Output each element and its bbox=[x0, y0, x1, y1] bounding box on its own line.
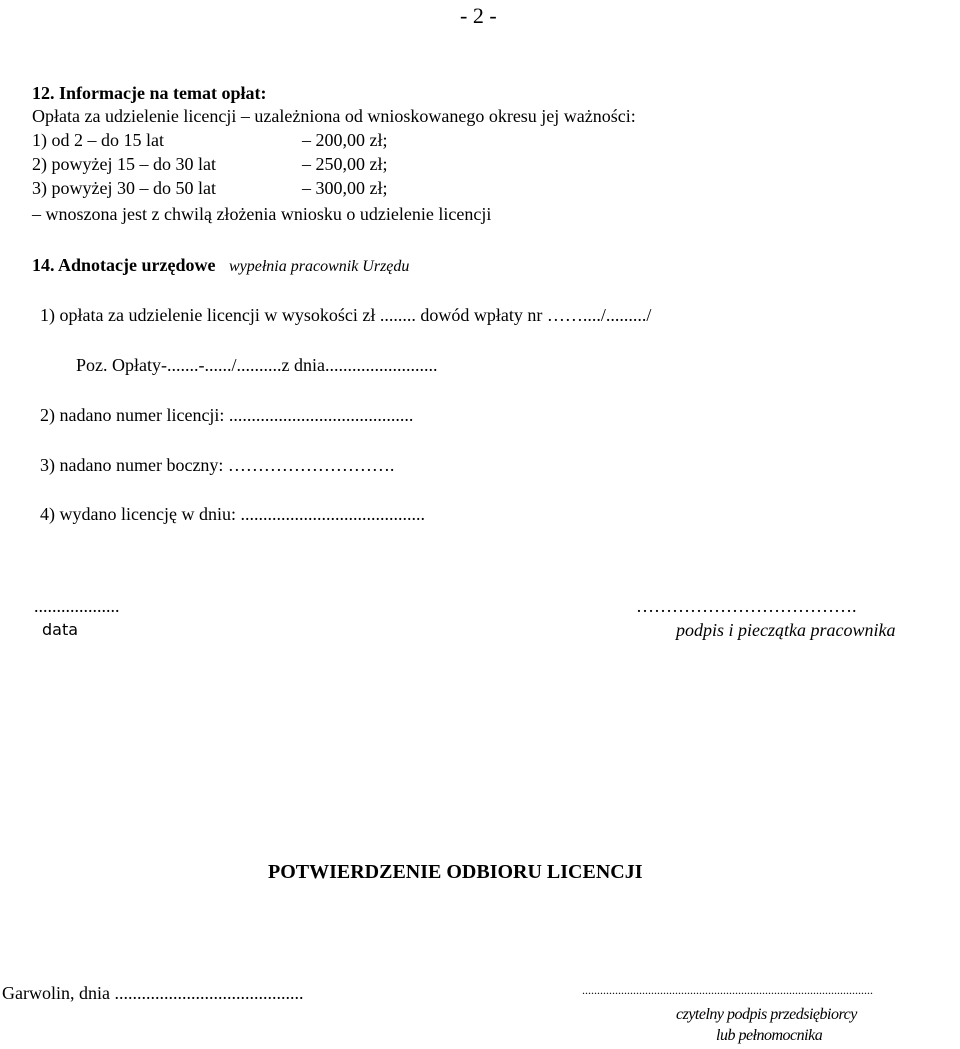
fee-intro: Opłata za udzielenie licencji – uzależniona od wnioskowanego okresu jej ważności: bbox=[32, 106, 636, 126]
place-and-date: Garwolin, dnia .......................................... bbox=[2, 983, 304, 1003]
date-label: data bbox=[42, 620, 79, 639]
official-note-1-sub: Poz. Opłaty-.......-....../..........z dnia......................... bbox=[76, 355, 438, 375]
fee-amount-3: – 300,00 zł; bbox=[302, 178, 388, 198]
recipient-signature-dots: ................................................................................................. bbox=[582, 983, 873, 997]
official-note-1: 1) opłata za udzielenie licencji w wysokości zł ........ dowód wpłaty nr ……..../........./ bbox=[40, 305, 652, 325]
date-dots: ................... bbox=[34, 596, 120, 616]
page-number: - 2 - bbox=[460, 3, 497, 28]
section-14-subtitle: wypełnia pracownik Urzędu bbox=[228, 258, 410, 275]
fee-amount-1: – 200,00 zł; bbox=[302, 130, 388, 150]
fee-note: – wnoszona jest z chwilą złożenia wniosku o udzielenie licencji bbox=[32, 204, 492, 224]
recipient-signature-label-1: czytelny podpis przedsiębiorcy bbox=[676, 1006, 857, 1023]
section-14-heading bbox=[32, 256, 409, 276]
receipt-title: POTWIERDZENIE ODBIORU LICENCJI bbox=[268, 861, 643, 883]
signature-dots: ………………………………. bbox=[636, 596, 857, 616]
fee-range-2: 2) powyżej 15 – do 30 lat bbox=[32, 154, 216, 174]
fee-range-1: 1) od 2 – do 15 lat bbox=[32, 130, 164, 150]
section-14-title: 14. Adnotacje urzędowe bbox=[32, 255, 216, 275]
fee-range-3: 3) powyżej 30 – do 50 lat bbox=[32, 178, 216, 198]
official-note-2: 2) nadano numer licencji: ......................................... bbox=[40, 405, 414, 425]
signature-label: podpis i pieczątka pracownika bbox=[676, 620, 896, 640]
fee-amount-2: – 250,00 zł; bbox=[302, 154, 388, 174]
section-12-title: 12. Informacje na temat opłat: bbox=[32, 83, 267, 103]
official-note-3: 3) nadano numer boczny: ………………………. bbox=[40, 455, 395, 475]
recipient-signature-label-2: lub pełnomocnika bbox=[716, 1027, 823, 1044]
official-note-4: 4) wydano licencję w dniu: ......................................... bbox=[40, 504, 425, 524]
